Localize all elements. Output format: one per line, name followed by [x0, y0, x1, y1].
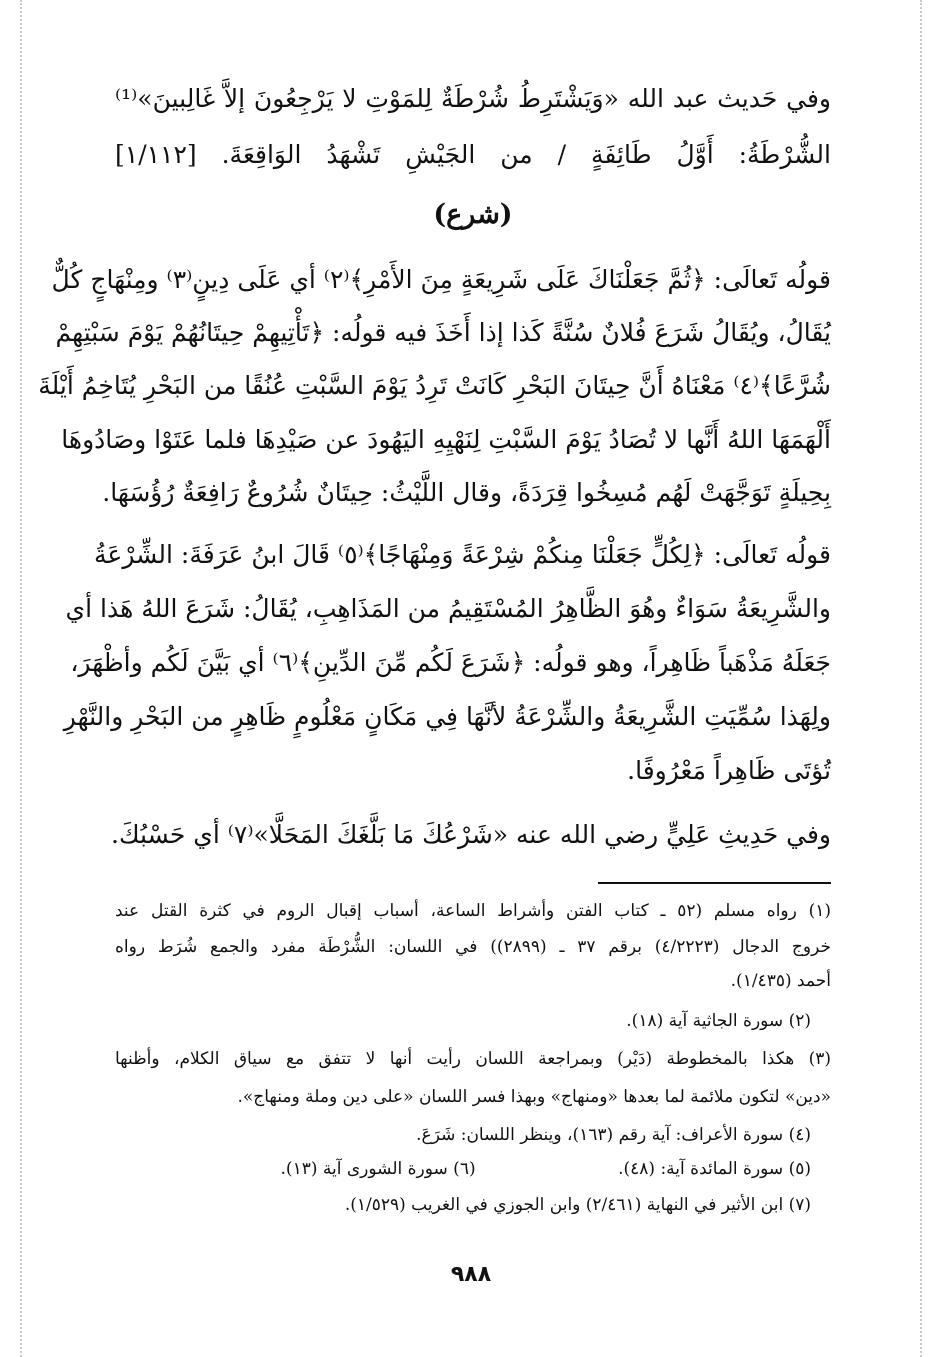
footnote-1-line: (١) رواه مسلم (٥٢ ـ كتاب الفتن وأشراط الساعة، أسباب إقبال الروم في كثرة القتل عند	[115, 901, 831, 921]
footnote-separator	[598, 882, 831, 884]
left-margin-dots	[20, 0, 22, 1357]
page-number: ٩٨٨	[450, 1262, 492, 1287]
footnote-4: (٤) سورة الأعراف: آية رقم (١٦٣)، وينظر اللسان: شَرَعَ.	[416, 1125, 811, 1145]
body-line: تُؤتَى ظَاهِراً مَعْرُوفًا.	[627, 756, 831, 785]
footnote-1-line: أحمد (١/٤٣٥).	[730, 971, 831, 991]
footnote-2: (٢) سورة الجاثية آية (١٨).	[626, 1011, 811, 1031]
footnote-3-line: (٣) هكذا بالمخطوطة (دَيْر) وبمراجعة اللسان رأيت أنها لا تتفق مع سياق الكلام، وأظنها	[115, 1049, 831, 1069]
body-line: والشَّرِيعَةُ سَوَاءٌ وهُوَ الظَّاهِرُ المُسْتَقِيمُ من المَذَاهِبِ، يُقَالُ: شَرَعَ اللهُ هَذا أي	[65, 594, 831, 623]
footnote-5: (٥) سورة المائدة آية: (٤٨).	[618, 1159, 811, 1179]
section-heading: (شرع)	[433, 199, 513, 230]
footnote-3-line: «دين» لتكون ملائمة لما بعدها «ومنهاج» وبهذا فسر اللسان «على دين وملة ومنهاج».	[237, 1087, 831, 1107]
body-line: يُقَالُ، ويُقَالُ شَرَعَ فُلانٌ سُنَّةً كَذا إذا أَخَذَ فيه قولُه: ﴿تَأْتِيهِمْ حِيتَانُهُمْ يَوْمَ سَبْتِهِمْ	[55, 318, 831, 347]
body-line: جَعَلَهُ مَذْهَباً ظَاهِراً، وهو قولُه: ﴿شَرَعَ لَكُم مِّنَ الدِّينِ﴾⁽٦⁾ أي بَيَّنَ لَكُم وأظْهَرَ،	[70, 648, 831, 677]
footnote-1-line: خروج الدجال (٤/٢٢٢٣) برقم ٣٧ ـ (٢٨٩٩)) في اللسان: الشُّرْطَة مفرد والجمع شُرَط رواه	[115, 937, 831, 957]
footnotes-5-6	[115, 1158, 811, 1180]
body-line: شُرَّعًا﴾⁽٤⁾ مَعْنَاهُ أَنَّ حِيتَانَ البَحْرِ كَانَتْ تَرِدُ يَوْمَ السَّبْتِ عُنُقًا من البَحْرِ يُتَاخِمُ أَيْلَةَ	[38, 371, 831, 400]
body-line: أَلْهَمَهَا اللهُ أَنَّها لا تُصَادُ يَوْمَ السَّبْتِ لِنَهْيِهِ اليَهُودَ عن صَيْدِهَا فلما عَتَوْا وصَادُوهَا	[61, 425, 831, 454]
body-line: وفي حَديث عبد الله «وَيَشْتَرِطُ شُرْطَةٌ لِلمَوْتِ لا يَرْجِعُونَ إلاَّ غَالِبينَ»⁽¹⁾	[115, 84, 831, 113]
body-line: قولُه تَعالَى: ﴿لِكُلٍّ جَعَلْنَا مِنكُمْ شِرْعَةً وَمِنْهَاجًا﴾⁽٥⁾ قَالَ ابنُ عَرَفَةَ: الشِّرْعَةُ	[94, 540, 831, 569]
right-margin-dots	[920, 0, 922, 1357]
body-line: الشُّرْطَةُ: أَوَّلُ طَائِفَةٍ / من الجَيْشِ تَشْهَدُ الوَاقِعَةَ. [١/١١٢]	[115, 140, 831, 169]
body-line: قولُه تَعالَى: ﴿ثُمَّ جَعَلْنَاكَ عَلَى شَرِيعَةٍ مِنَ الأَمْرِ﴾⁽٢⁾ أي عَلَى دِينٍ⁽٣⁾ ومِنْهَاجٍ كُلٌّ	[51, 265, 831, 294]
body-line: ولِهَذا سُمِّيَتِ الشَّرِيعَةُ والشِّرْعَةُ لأنَّهَا فِي مَكَانٍ مَعْلُومٍ ظَاهِرٍ من البَحْرِ والنَّهْرِ	[63, 702, 831, 731]
body-line: بِحِيلَةٍ تَوَجَّهَتْ لَهُم مُسِخُوا قِرَدَةً، وقال اللَّيْثُ: حِيتَانٌ شُرُوعٌ رَافِعَةٌ رُؤُسَهَا.	[102, 478, 831, 507]
footnote-6: (٦) سورة الشورى آية (١٣).	[280, 1159, 476, 1179]
body-line: وفي حَدِيثِ عَلِيٍّ رضي الله عنه «شَرْعُكَ مَا بَلَّغَكَ المَحَلَّا»⁽٧⁾ أي حَسْبُكَ.	[111, 820, 831, 849]
footnote-7: (٧) ابن الأثير في النهاية (٢/٤٦١) وابن الجوزي في الغريب (١/٥٢٩).	[344, 1195, 811, 1215]
